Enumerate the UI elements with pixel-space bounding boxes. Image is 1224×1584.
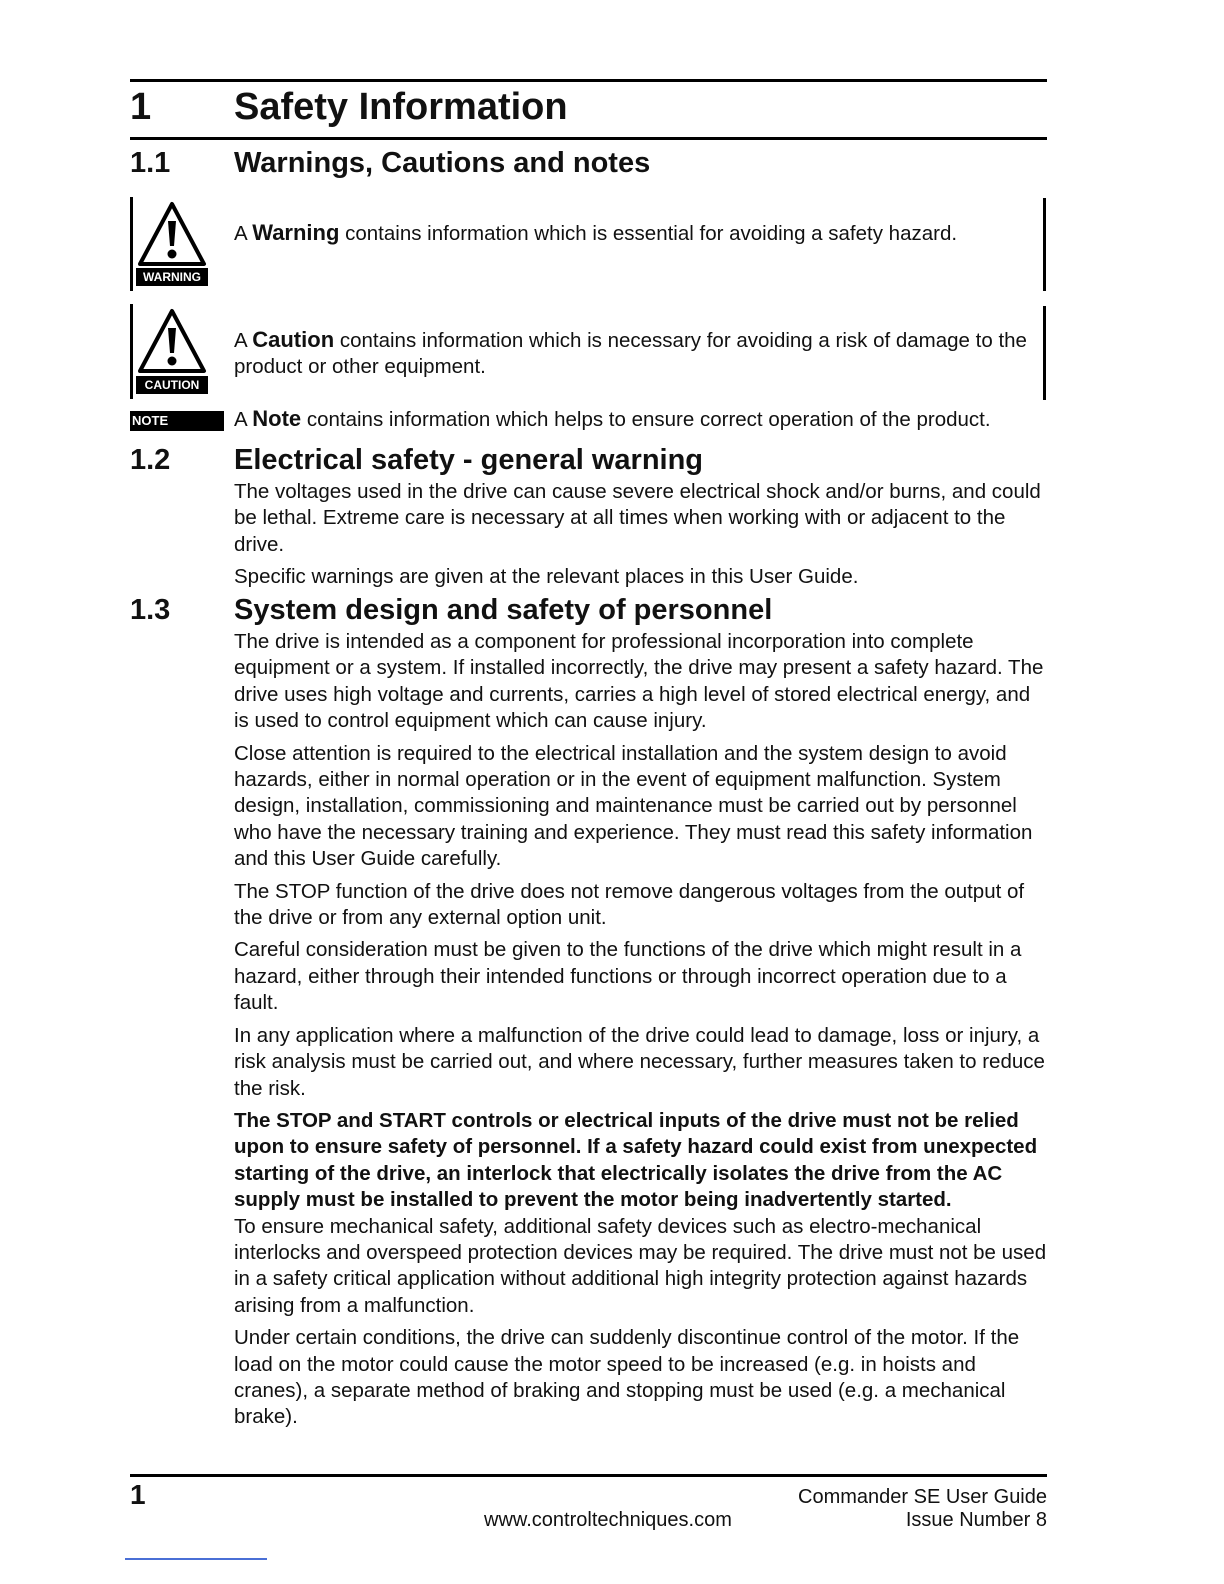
note-definition: A Note contains information which helps to ensure correct operation of the product. [234,406,991,431]
section-1-1-title: Warnings, Cautions and notes [234,147,651,179]
footer-issue: Issue Number 8 [905,1509,1047,1531]
section-1-3-title: System design and safety of personnel [234,594,773,626]
paragraph: Under certain conditions, the drive can suddenly discontinue control of the motor. If the load on the motor could cause the motor speed to be increased (e.g. in hoists and cranes), a separate method of braking and stopping must be used (e.g. a mechanical brake). [234,1326,1020,1429]
caution-symbol [130,304,208,399]
warning-definition: A Warning contains information which is essential for avoiding a safety hazard. [234,220,958,245]
warning-triangle-icon [137,201,207,267]
caution-keyword: Caution [252,327,335,352]
section-1-1-number: 1.1 [130,147,171,179]
paragraph: In any application where a malfunction of the drive could lead to damage, loss or injury, a risk analysis must be carried out, and where necessary, further measures taken to reduce the risk. [234,1023,1045,1100]
note-keyword: Note [252,406,302,431]
paragraph: The STOP function of the drive does not remove dangerous voltages from the output of the drive or from any external option unit. [234,879,1025,930]
paragraph: The voltages used in the drive can cause severe electrical shock and/or burns, and could be lethal. Extreme care is necessary at all times when working with or adjacent to the drive. [234,480,1041,556]
footer-guide-title: Commander SE User Guide [798,1486,1047,1508]
warning-right-bar [1043,198,1046,291]
paragraph: Specific warnings are given at the relevant places in this User Guide. [234,565,859,589]
bold-safety-paragraph: The STOP and START controls or electrical inputs of the drive must not be relied upon to ensure safety of personnel. If a safety hazard could exist from unexpected starting of the drive, an interlock that electrically isolates the drive from the AC supply must be installed to prevent the motor being inadvertently started. [234,1108,1038,1212]
paragraph: Careful consideration must be given to the functions of the drive which might result in a hazard, either through their intended functions or through incorrect operation due to a fault. [234,938,1022,1015]
section-1-2-title: Electrical safety - general warning [234,444,704,476]
paragraph: Close attention is required to the electrical installation and the system design to avoid hazards, either in normal operation or in the event of equipment malfunction. System design, installation, commissioning and maintenance must be carried out by personnel who have the necessary training and experience. They must read this safety information and this User Guide carefully. [234,741,1033,871]
warning-label: WARNING [136,268,208,286]
chapter-title: Safety Information [234,86,568,128]
caution-right-bar [1043,306,1046,400]
caution-triangle-icon [137,308,207,374]
caution-label: CAUTION [136,376,208,394]
section-1-2-number: 1.2 [130,444,171,476]
footer-url[interactable]: www.controltechniques.com [484,1509,732,1531]
note-label: NOTE [130,411,224,431]
paragraph: The drive is intended as a component for professional incorporation into complete equipment or a system. If installed incorrectly, the drive may present a safety hazard. The drive uses high voltage and currents, carries a high level of stored electrical energy, and is used to control equipment which can cause injury. [234,630,1044,733]
footer-rule [130,1474,1047,1477]
footer-page-number: 1 [130,1479,146,1510]
warning-symbol [130,197,208,291]
warning-keyword: Warning [252,220,340,245]
section-1-2-body [234,479,1049,597]
caution-definition: A Caution contains information which is necessary for avoiding a risk of damage to the product or other equipment. [234,327,1027,379]
paragraph: To ensure mechanical safety, additional safety devices such as electro-mechanical interlocks and overspeed protection devices may be required. The drive must not be used in a safety critical application without additional high integrity protection against hazards arising from a malfunction. [234,1214,1047,1317]
section-1-3-number: 1.3 [130,594,171,626]
chapter-number: 1 [130,86,152,128]
section-1-3-body [234,629,1049,1437]
chapter-top-rule [130,79,1047,82]
footer-link-underline [125,1558,267,1560]
chapter-bottom-rule [130,137,1047,140]
